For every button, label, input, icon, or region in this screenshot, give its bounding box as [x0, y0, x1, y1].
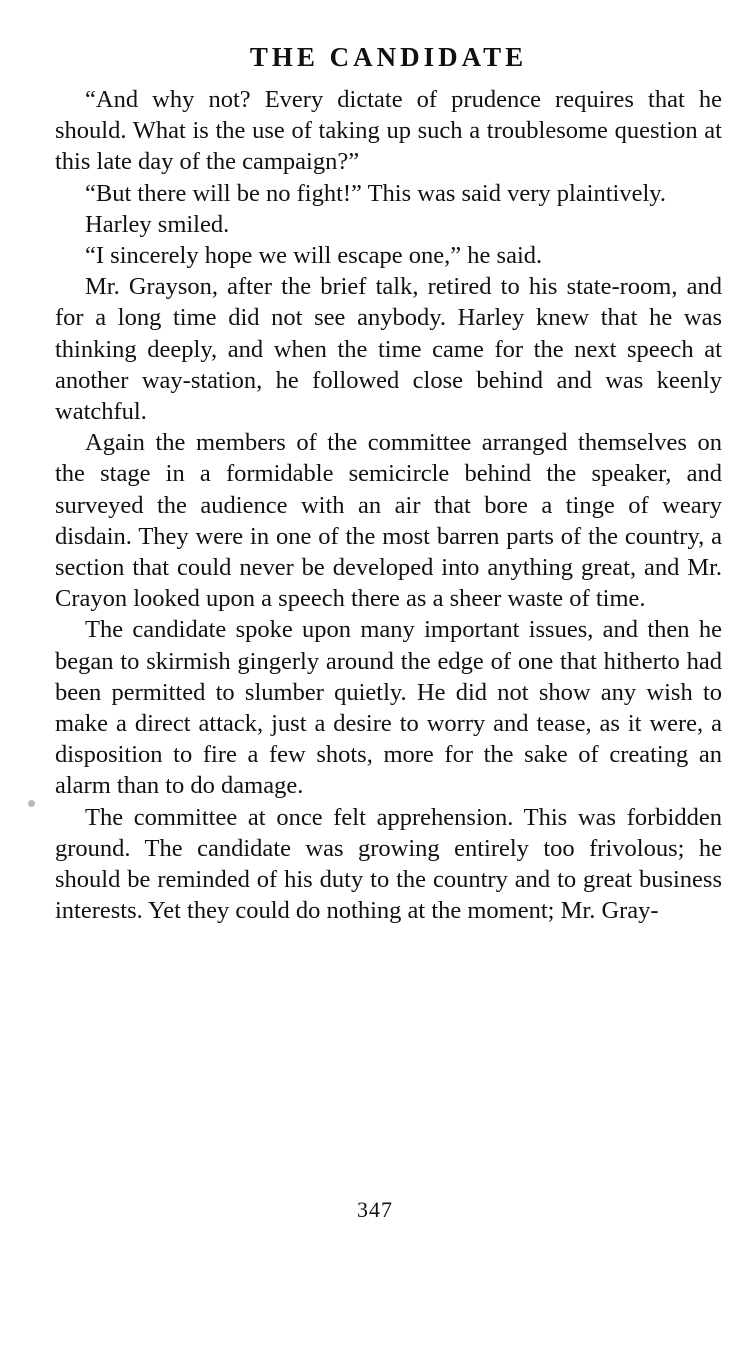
paragraph: Again the members of the committee arranged themselves on the stage in a formidable semicircle behind the speaker, and surveyed the audience with an air that bore a tinge of weary disdain. They were in one of the most barren parts of the country, a section that could never be developed into anything great, and Mr. Crayon looked upon a speech there as a sheer waste of time. — [55, 429, 722, 613]
body-text — [55, 84, 722, 926]
paragraph: “I sincerely hope we will escape one,” he said. — [85, 242, 543, 270]
paragraph: The candidate spoke upon many important issues, and then he began to skirmish gingerly around the edge of one that hitherto had been permitted to slumber quietly. He did not show any wish to make a direct attack, just a desire to worry and tease, as it were, a disposition to fire a few shots, more for the sake of creating an alarm than to do damage. — [55, 616, 722, 800]
paragraph: Mr. Grayson, after the brief talk, retired to his state-room, and for a long time did not see anybody. Harley knew that he was thinking deeply, and when the time came for the next speech at another way-station, he followed close behind and was keenly watchful. — [55, 273, 722, 426]
paragraph: “And why not? Every dictate of prudence requires that he should. What is the use of taking up such a troublesome question at this late day of the campaign?” — [55, 86, 722, 176]
paragraph: The committee at once felt apprehension. This was forbidden ground. The candidate was growing entirely too frivolous; he should be reminded of his duty to the country and to great business interests. Yet they could do nothing at the moment; Mr. Gray- — [55, 803, 722, 925]
ink-speck — [28, 800, 35, 807]
running-title: THE CANDIDATE — [249, 42, 528, 72]
book-page — [55, 40, 722, 926]
paragraph: “But there will be no fight!” This was said very plaintively. — [85, 179, 667, 207]
page-number: 347 — [357, 1197, 393, 1222]
paragraph: Harley smiled. — [85, 210, 230, 238]
